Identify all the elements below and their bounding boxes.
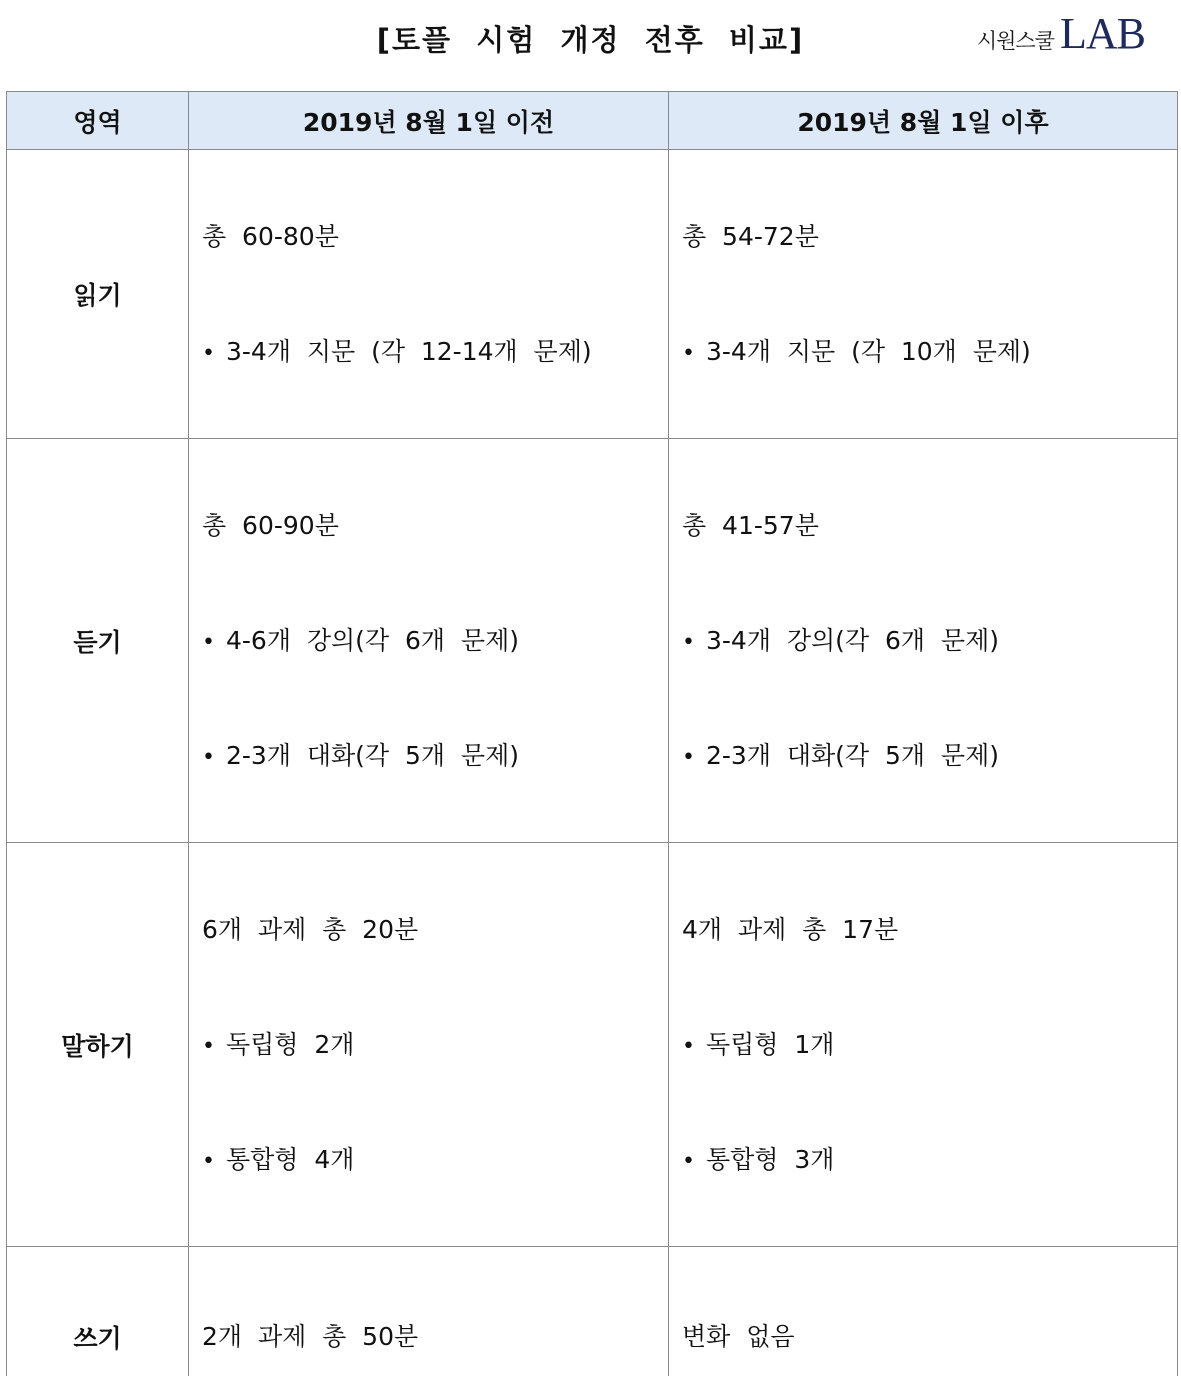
bullet-icon: • <box>202 325 226 382</box>
total-text: 총 60-90분 <box>202 497 668 554</box>
logo-small-text: 시원스쿨 <box>977 25 1054 55</box>
bullet-text: 3-4개 지문 (각 10개 문제) <box>706 337 1031 366</box>
bullet-text: 통합형 3개 <box>706 1145 834 1174</box>
total-text: 2개 과제 총 50분 <box>202 1305 668 1369</box>
bullet-item <box>202 727 668 784</box>
total-text: 4개 과제 총 17분 <box>682 901 1177 958</box>
bullet-item <box>682 1131 1177 1188</box>
bullet-item <box>202 323 668 380</box>
bullet-item <box>682 323 1177 380</box>
bullet-text: 4-6개 강의(각 6개 문제) <box>226 626 519 655</box>
bullet-icon: • <box>682 614 706 671</box>
bullet-icon: • <box>202 1018 226 1075</box>
total-text: 총 54-72분 <box>682 208 1177 265</box>
before-cell <box>189 439 669 843</box>
before-cell <box>189 150 669 439</box>
bullet-icon: • <box>202 729 226 786</box>
bullet-icon: • <box>682 1133 706 1190</box>
after-cell <box>669 843 1178 1247</box>
bullet-item <box>202 1016 668 1073</box>
brand-logo <box>977 8 1145 59</box>
after-cell <box>669 1247 1178 1376</box>
area-cell: 듣기 <box>7 439 189 843</box>
table-row-writing <box>7 1247 1178 1376</box>
total-text: 총 60-80분 <box>202 208 668 265</box>
comparison-table <box>6 91 1178 1376</box>
bullet-item <box>682 727 1177 784</box>
table-row-speaking <box>7 843 1178 1247</box>
area-cell: 읽기 <box>7 150 189 439</box>
table-row-listening <box>7 439 1178 843</box>
bullet-text: 2-3개 대화(각 5개 문제) <box>226 741 519 770</box>
bullet-text: 2-3개 대화(각 5개 문제) <box>706 741 999 770</box>
before-cell <box>189 843 669 1247</box>
bullet-icon: • <box>682 325 706 382</box>
bullet-text: 통합형 4개 <box>226 1145 354 1174</box>
after-cell <box>669 439 1178 843</box>
total-text: 총 41-57분 <box>682 497 1177 554</box>
bullet-icon: • <box>202 614 226 671</box>
page-title: [토플 시험 개정 전후 비교] <box>0 18 1181 59</box>
bullet-icon: • <box>682 729 706 786</box>
bullet-icon: • <box>682 1018 706 1075</box>
bullet-item <box>202 1131 668 1188</box>
header-area: 영역 <box>7 92 189 150</box>
table-row-reading <box>7 150 1178 439</box>
after-cell <box>669 150 1178 439</box>
total-text: 변화 없음 <box>682 1305 1177 1369</box>
header-after: 2019년 8월 1일 이후 <box>669 92 1178 150</box>
total-text: 6개 과제 총 20분 <box>202 901 668 958</box>
area-cell: 쓰기 <box>7 1247 189 1376</box>
area-cell: 말하기 <box>7 843 189 1247</box>
header-before: 2019년 8월 1일 이전 <box>189 92 669 150</box>
bullet-text: 3-4개 강의(각 6개 문제) <box>706 626 999 655</box>
bullet-icon: • <box>202 1133 226 1190</box>
logo-big-text: LAB <box>1060 8 1145 59</box>
bullet-item <box>682 1016 1177 1073</box>
bullet-text: 3-4개 지문 (각 12-14개 문제) <box>226 337 592 366</box>
bullet-text: 독립형 1개 <box>706 1030 834 1059</box>
table-header-row <box>7 92 1178 150</box>
before-cell <box>189 1247 669 1376</box>
bullet-text: 독립형 2개 <box>226 1030 354 1059</box>
bullet-item <box>202 612 668 669</box>
bullet-item <box>682 612 1177 669</box>
